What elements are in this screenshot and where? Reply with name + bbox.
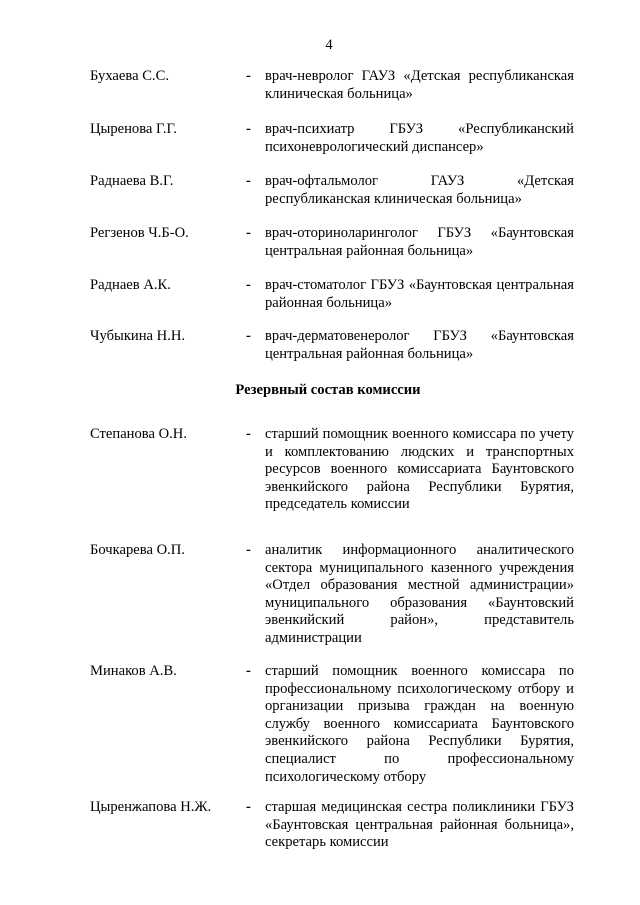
page-number: 4 xyxy=(325,37,333,53)
member-dash: - xyxy=(246,121,251,137)
member-dash: - xyxy=(246,173,251,189)
section-title: Резервный состав комиссии xyxy=(235,382,421,398)
member-description: старший помощник военного комиссара по учету и комплектованию людских и транспортных ресурсов военного комиссариата Баунтовского эвенкийского района Республики Бурятия, председатель комиссии xyxy=(265,426,574,513)
member-dash: - xyxy=(246,663,251,679)
member-name: Чубыкина Н.Н. xyxy=(90,328,186,344)
member-name: Цыренжапова Н.Ж. xyxy=(90,799,212,815)
member-description: врач-оториноларинголог ГБУЗ «Баунтовская центральная районная больница» xyxy=(265,225,574,259)
member-dash: - xyxy=(246,225,251,241)
member-description: аналитик информационного аналитического сектора муниципального казенного учреждения «Отдел образования местной администрации» муниципального образования «Баунтовский эвенкийский район», представитель администрации xyxy=(265,542,574,646)
member-dash: - xyxy=(246,542,251,558)
member-dash: - xyxy=(246,68,251,84)
member-dash: - xyxy=(246,277,251,293)
member-description: врач-дерматовенеролог ГБУЗ «Баунтовская центральная районная больница» xyxy=(265,328,574,362)
member-name: Минаков А.В. xyxy=(90,663,177,679)
member-dash: - xyxy=(246,799,251,815)
member-name: Раднаев А.К. xyxy=(90,277,171,293)
member-name: Раднаева В.Г. xyxy=(90,173,174,189)
member-description: старший помощник военного комиссара по профессиональному психологическому отбору и организации призыва граждан на военную службу военного комиссариата Баунтовского эвенкийского района Республики Бурятия, специалист по профессиональному психологическому отбору xyxy=(265,663,574,785)
member-description: врач-стоматолог ГБУЗ «Баунтовская центральная районная больница» xyxy=(265,277,574,311)
member-name: Бочкарева О.П. xyxy=(90,542,185,558)
member-name: Регзенов Ч.Б-О. xyxy=(90,225,189,241)
member-description: старшая медицинская сестра поликлиники ГБУЗ «Баунтовская центральная районная больница», секретарь комиссии xyxy=(265,799,574,851)
member-description: врач-невролог ГАУЗ «Детская республиканская клиническая больница» xyxy=(265,68,574,102)
member-name: Степанова О.Н. xyxy=(90,426,187,442)
member-dash: - xyxy=(246,426,251,442)
member-description: врач-офтальмолог ГАУЗ «Детская республиканская клиническая больница» xyxy=(265,173,574,207)
member-dash: - xyxy=(246,328,251,344)
member-name: Цыренова Г.Г. xyxy=(90,121,177,137)
member-description: врач-психиатр ГБУЗ «Республиканский психоневрологический диспансер» xyxy=(265,121,574,155)
member-name: Бухаева С.С. xyxy=(90,68,169,84)
